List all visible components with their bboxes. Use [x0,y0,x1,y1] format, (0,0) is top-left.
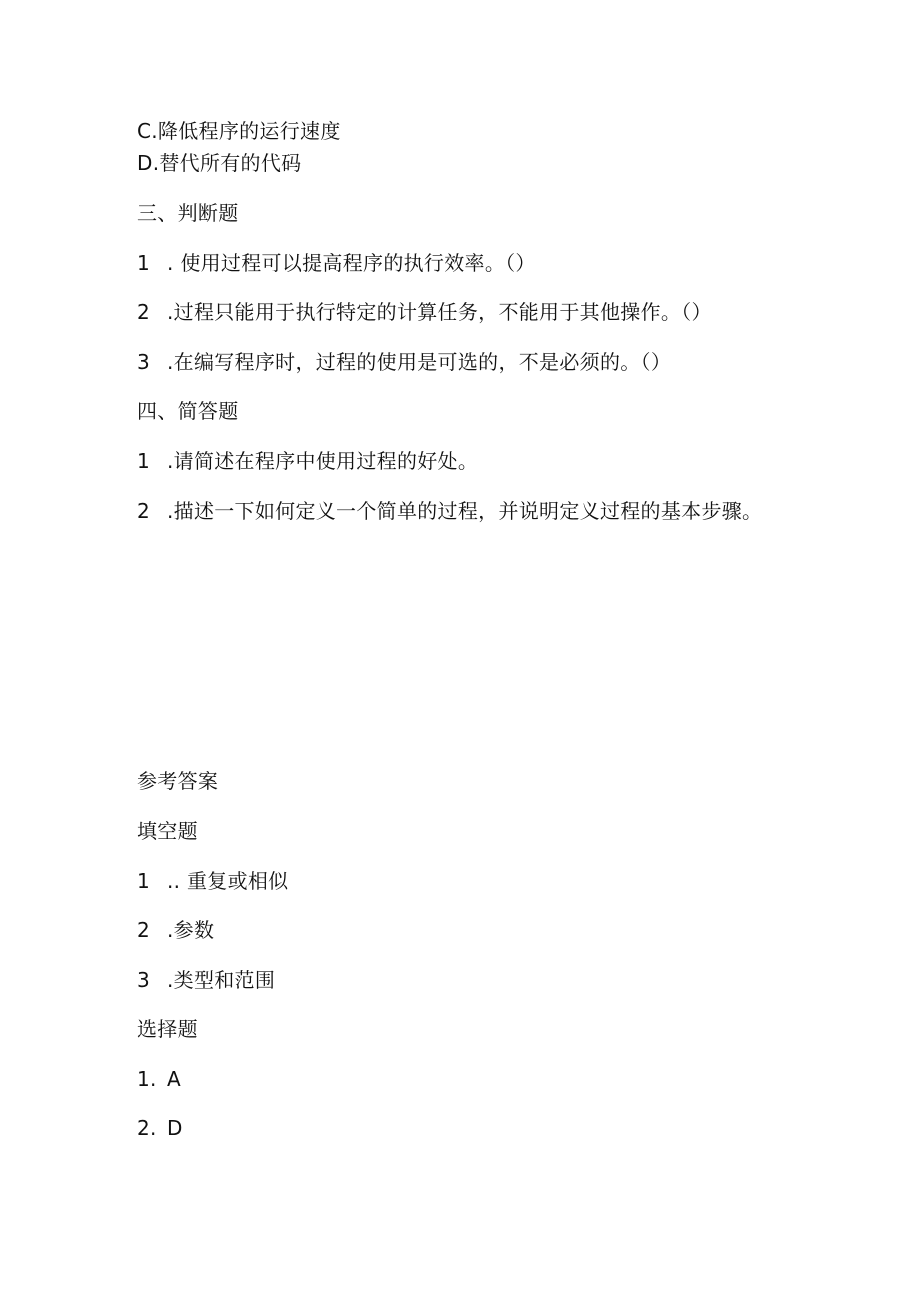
item-text: .. 重复或相似 [167,869,289,893]
item-text: A [167,1067,181,1091]
item-number: 1 [137,869,151,893]
section-true-false-title: 三、判断题 [137,201,239,225]
item-number: 1 [137,251,151,275]
short-answer-item-1 [137,447,478,476]
fill-answer-3 [137,966,275,995]
item-text: .在编写程序时，过程的使用是可选的，不是必须的。（） [167,350,672,374]
choice-answer-2 [137,1114,183,1143]
true-false-item-2 [137,298,712,327]
item-number: 2 [137,499,151,523]
item-number: 2 [137,300,151,324]
choice-answers-title: 选择题 [137,1017,198,1041]
true-false-item-1 [137,249,536,278]
choice-answer-1 [137,1065,181,1094]
answers-title: 参考答案 [137,769,219,793]
item-number: 3 [137,968,151,992]
short-answer-item-2 [137,497,777,526]
item-number: 2 [137,918,151,942]
section-short-answer-title: 四、简答题 [137,399,239,423]
true-false-item-3 [137,348,671,377]
item-text: . 使用过程可以提高程序的执行效率。（） [167,251,536,275]
item-text: .请简述在程序中使用过程的好处。 [167,449,479,473]
item-number: 1 [137,449,151,473]
fill-answer-2 [137,916,214,945]
fill-answer-1 [137,867,288,896]
item-text: .过程只能用于执行特定的计算任务，不能用于其他操作。（） [167,300,712,324]
fill-blank-answers-title: 填空题 [137,819,198,843]
item-number: 2. [137,1116,157,1140]
item-text: .类型和范围 [167,968,276,992]
item-text: .描述一下如何定义一个简单的过程，并说明定义过程的基本步骤。 [167,499,763,523]
item-number: 1. [137,1067,157,1091]
option-d: D.替代所有的代码 [137,151,302,175]
item-text: .参数 [167,918,215,942]
item-number: 3 [137,350,151,374]
option-c: C.降低程序的运行速度 [137,119,341,143]
item-text: D [167,1116,183,1140]
